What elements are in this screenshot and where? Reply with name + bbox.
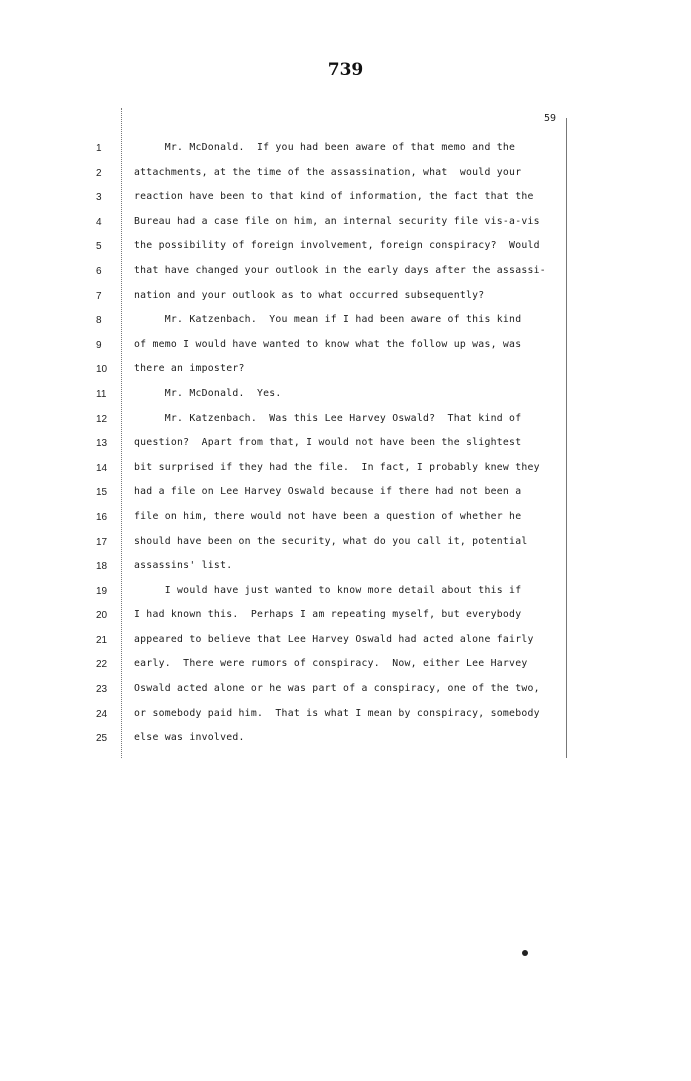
transcript-line <box>0 312 691 337</box>
line-text: there an imposter? <box>134 363 245 375</box>
line-number: 11 <box>96 388 107 400</box>
transcript-body <box>0 140 691 755</box>
line-text: nation and your outlook as to what occurred subsequently? <box>134 289 485 301</box>
line-number: 2 <box>96 167 102 179</box>
transcript-line <box>0 263 691 288</box>
line-number: 21 <box>96 634 108 646</box>
line-text: Mr. Katzenbach. You mean if I had been aware of this kind <box>134 314 522 326</box>
line-number: 7 <box>96 290 102 302</box>
transcript-line <box>0 165 691 190</box>
line-text: Mr. Katzenbach. Was this Lee Harvey Oswald? That kind of <box>134 412 522 424</box>
transcript-line <box>0 337 691 362</box>
line-text: file on him, there would not have been a question of whether he <box>134 510 522 522</box>
line-number: 24 <box>96 708 108 720</box>
line-text: or somebody paid him. That is what I mean by conspiracy, somebody <box>134 707 540 719</box>
line-text: of memo I would have wanted to know what the follow up was, was <box>134 338 522 350</box>
line-text: Mr. McDonald. If you had been aware of that memo and the <box>134 142 516 153</box>
line-text: the possibility of foreign involvement, foreign conspiracy? Would <box>134 240 540 252</box>
transcript-line <box>0 558 691 583</box>
line-number: 10 <box>96 364 108 376</box>
line-number: 4 <box>96 216 102 228</box>
transcript-line <box>0 460 691 485</box>
transcript-line <box>0 730 691 755</box>
transcript-line <box>0 238 691 263</box>
transcript-line <box>0 583 691 608</box>
line-text: I would have just wanted to know more detail about this if <box>134 584 522 596</box>
line-text: should have been on the security, what do you call it, potential <box>134 535 528 547</box>
line-text: Mr. McDonald. Yes. <box>134 387 282 399</box>
transcript-line <box>0 607 691 632</box>
transcript-line <box>0 534 691 559</box>
line-text: attachments, at the time of the assassination, what would your <box>134 166 522 178</box>
line-number: 17 <box>96 536 108 548</box>
transcript-line <box>0 656 691 681</box>
line-number: 22 <box>96 659 108 671</box>
line-number: 15 <box>96 487 108 499</box>
page-number: 739 <box>327 60 364 80</box>
line-text: else was involved. <box>134 732 245 744</box>
transcript-line <box>0 288 691 313</box>
transcript-line <box>0 189 691 214</box>
transcript-line <box>0 706 691 731</box>
line-number: 6 <box>96 265 102 277</box>
line-text: Bureau had a case file on him, an internal security file vis-a-vis <box>134 215 540 227</box>
transcript-line <box>0 435 691 460</box>
line-number: 16 <box>96 511 108 523</box>
line-number: 12 <box>96 413 108 425</box>
transcript-line <box>0 361 691 386</box>
transcript-line <box>0 411 691 436</box>
line-number: 3 <box>96 192 102 204</box>
line-number: 20 <box>96 610 108 622</box>
line-text: early. There were rumors of conspiracy. Now, either Lee Harvey <box>134 658 528 670</box>
page-mark <box>522 950 528 956</box>
transcript-line <box>0 386 691 411</box>
line-number: 5 <box>96 241 102 253</box>
transcript-line <box>0 681 691 706</box>
transcript-line <box>0 632 691 657</box>
line-number: 18 <box>96 561 108 573</box>
transcript-line <box>0 484 691 509</box>
line-text: question? Apart from that, I would not have been the slightest <box>134 437 522 449</box>
line-number: 25 <box>96 733 108 745</box>
line-text: I had known this. Perhaps I am repeating myself, but everybody <box>134 609 522 621</box>
line-text: appeared to believe that Lee Harvey Oswald had acted alone fairly <box>134 633 534 645</box>
line-text: assassins' list. <box>134 560 233 572</box>
line-text: had a file on Lee Harvey Oswald because if there had not been a <box>134 486 522 498</box>
line-number: 13 <box>96 438 108 450</box>
transcript-line <box>0 509 691 534</box>
line-number: 8 <box>96 315 102 327</box>
line-number: 9 <box>96 339 102 351</box>
transcript-page-number: 59 <box>544 113 557 124</box>
line-text: Oswald acted alone or he was part of a conspiracy, one of the two, <box>134 683 540 695</box>
line-number: 19 <box>96 585 108 597</box>
line-number: 23 <box>96 684 108 696</box>
line-text: reaction have been to that kind of information, the fact that the <box>134 191 534 203</box>
line-text: that have changed your outlook in the early days after the assassi- <box>134 264 546 276</box>
line-number: 1 <box>96 143 102 154</box>
line-number: 14 <box>96 462 108 474</box>
line-text: bit surprised if they had the file. In fact, I probably knew they <box>134 461 540 473</box>
transcript-line <box>0 214 691 239</box>
transcript-line <box>0 140 691 165</box>
